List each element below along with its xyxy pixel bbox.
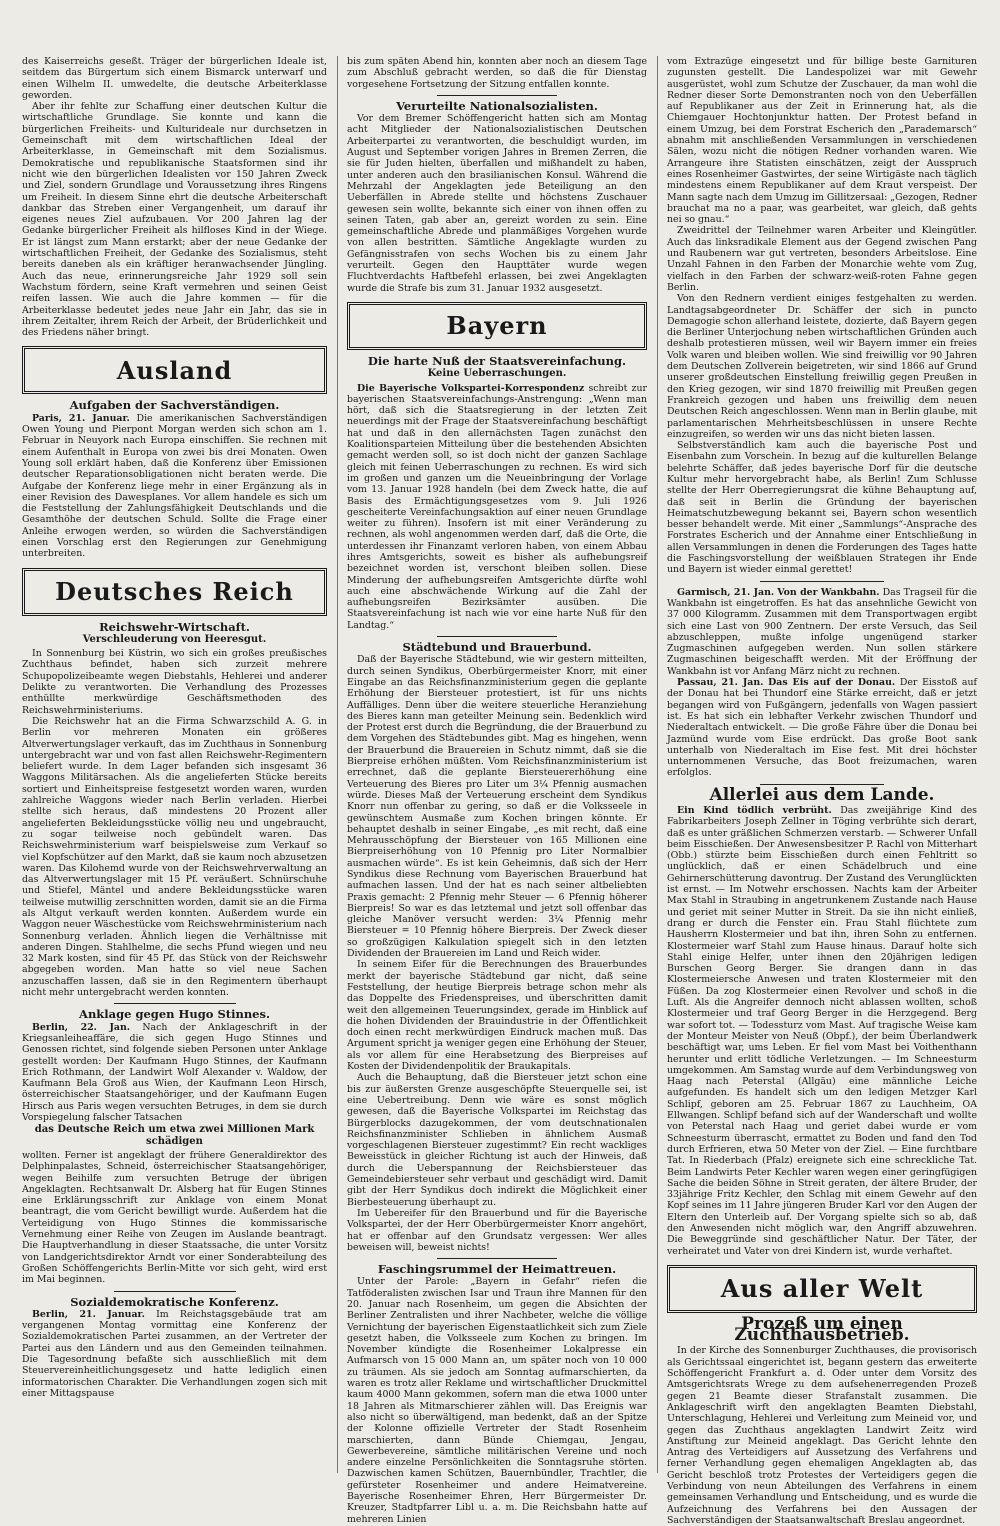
column-1 — [22, 56, 327, 1473]
section-header-deutsches-reich: Deutsches Reich — [22, 568, 327, 616]
article-headline: Sozialdemokratische Konferenz. — [70, 1294, 279, 1309]
article-headline: Städtebund und Brauerbund. — [402, 640, 592, 655]
article-headline: Reichswehr-Wirtschaft. — [99, 619, 250, 634]
section-header-aus-aller-welt: Aus aller Welt — [667, 1265, 977, 1313]
article-headline: Faschingsrummel der Heimattreuen. — [377, 1262, 617, 1277]
article-paragraph: Die Reichswehr hat an die Firma Schwarzschild A. G. in Berlin vor mehreren Monaten ein größeres Altverwertungslager verkauft, das im Zuchthaus in Sonnenburg untergebracht war und von fast allen Reichswehr-Regimentern beliefert wurde. In dem Lager befanden sich insgesamt 36 Waggons Militärsachen. Als die angelieferten Stücke bereits sortiert und Einheitspreise festgesetzt worden waren, wurden zahlreiche Waggons wieder nach Berlin verladen. Hierbei stellte sich heraus, daß mindestens 20 Prozent aller angelieferten Bekleidungsstücke völlig neu und ungebraucht, zu sogar teilweise noch gebündelt waren. Das Reichswehrministerium warf beispielsweise zum Verkauf so viel Kopfschützer auf den Markt, daß sie kaum noch abzusetzen waren. Das Kilohemd wurde von der Reichswehrverwaltung an das Altverwertungslager mit 15 Pf. veräußert. Schnürschuhe und Stiefel, Mäntel und andere Bekleidungsstücke waren teilweise mutwillig zerschnitten worden, damit sie an die Firma als Altgut verkauft werden konnten. Außerdem wurde ein Waggon neuer Wäschestücke vom Reichswehrministerium nach Sonnenburg verladen. Ähnlich liegen die Verhältnisse mit anderen Dingen. Stahlhelme, die sechs Pfund wiegen und neu 32 Mark kosten, sind für 45 Pf. das Stück von der Reichswehr abgegeben worden. Man hatte so viel neue Sachen anzuschaffen lassen, daß sie in den Regimentern überhaupt nicht mehr untergebracht werden konnten. — [22, 715, 327, 999]
section-header-ausland: Ausland — [22, 346, 327, 394]
article-body: Der Eisstoß auf der Donau hat bei Thundorf eine Stärke erreicht, daß er jetzt begangen wird von Fußgängern, jedenfalls von Wagen passiert ist. Es hat sich ein lebhafter Verkehr zwischen Thundorf und Niederaltach entwickelt. — Die große Fähre über die Donau bei Jazmünd wurde vom Eise erdrückt. Das große Boot sank unterhalb von Niederaltach im Eise fest. Mit drei höchster unternommenen Versuche, das Boot freizumachen, waren erfolglos. — [667, 677, 978, 779]
article-paragraph: Selbstverständlich kam auch die bayerische Post und Eisenbahn zum Vorschein. In bezug auf die kulturellen Belange belehrte Schäffer, daß jedes bayerische Dorf für die deutsche Kultur mehr hervorgebracht habe, als Berlin! Zum Schlusse stellte der Herr Oberregierungsrat die kühne Behauptung auf, daß seit in Berlin die Gründung der bayerischen Heimatschutzbewegung bekannt sei, Bayern schon wesentlich besser behandelt werde. Mit einer „Sammlungs“-Ansprache des Forstrates Escherich und der Annahme einer Entschließung in allen Versammlungen in denen die Forderungen des Tages hatte die Faschingsvorstellung der weißblauen Strategen ihr Ende und Bayern ist wieder einmal gerettet! — [667, 440, 977, 576]
dateline: Berlin, 22. Jan. — [32, 1021, 131, 1033]
article-paragraph: Daß der Bayerische Städtebund, wie wir gestern mitteilten, durch seinen Syndikus, Oberbürgermeister Knorr, mit einer Eingabe an das Reichsfinanzministerium gegen die geplante Erhöhung der Biersteuer protestiert, ist für uns nichts Auffälliges. Denn über die weitere steuerliche Heranziehung des Bieres kann man geteilter Meinung sein. Bedenklich wird der Protest erst durch die Begründung, die der Brauerbund zu dem Vorgehen des Städtebundes gibt. Mag es hingehen, wenn der Brauerbund die Brauereien in Schutz nimmt, daß sie die Bierpreise erhöhen müßten. Vom Reichsfinanzministerium ist errechnet, daß die geplante Biersteuererhöhung eine Verteuerung des Bieres pro Liter um 3¼ Pfennig ausmachen würde. Dieses Maß der Verteuerung erscheint dem Syndikus Knorr nun offenbar zu gering, so daß er die Volksseele in gewünschtem Ausmaße zum Kochen bringen könnte. Er behauptet deshalb in seiner Eingabe, „es mit recht, daß eine Mehrausschöpfung der Biersteuer von 165 Millionen eine Bierpreiserhöhung von 10 Pfennig pro Liter Normalbier ausmachen würde“. Es ist kein Geheimnis, daß sich der Herr Syndikus diese Rechnung vom Bayerischen Brauerbund hat aufmachen lassen. Und der hat es nach seiner altbeliebten Praxis gemacht: 2 Pfennig mehr Steuer — 6 Pfennig höherer Bierpreis! So war es das letztemal und jetzt soll offenbar das gleiche Manöver versucht werden: 3¼ Pfennig mehr Biersteuer = 10 Pfennig höhere Bierpreis. Der Zweck dieser so großzügigen Kalkulation spiegelt sich in den letzten Dividenden der Brauereien im Land und Reich wider. — [347, 654, 647, 960]
article-paragraph: wollten. Ferner ist angeklagt der frühere Generaldirektor des Delphinpalastes, Schneid, österreichischer Staatsangehöriger, wegen Beihilfe zum versuchten Betruge der übrigen Angeklagten. Rechtsanwalt Dr. Alsberg hat für Eugen Stinnes eine Erklärungsschrift zur Anklage von einem Monat beantragt, die vom Gericht bewilligt wurde. Außerdem hat die Verteidigung von Hugo Stinnes die kommissarische Vernehmung einer Reihe von Zeugen im Auslande beantragt. Die Hauptverhandlung in dieser Staatssache, die unter Vorsitz von Landgerichtsdirektor Arndt vor einer Sonderabteilung des Großen Schöffengerichts Berlin-Mitte vor sich geht, wird erst im Mai beginnen. — [22, 1149, 327, 1286]
article-body: Das zweijährige Kind des Fabrikarbeiters Joseph Zellner in Töging verbrühte sich derart, daß es unter gräßlichen Schmerzen verstarb. — Schwerer Unfall beim Eisschießen. Der Anwesensbesitzer P. Rachl von Mitterhart (Obb.) stürzte beim Eisschießen durch einen Fehltritt so unglücklich, daß er einen Schädelbruch und eine Gehirnerschütterung davontrug. Der Zustand des Verunglückten ist ernst. — Im Notwehr erschossen. Nachts kam der Arbeiter Max Stahl in Straubing in angetrunkenem Zustande nach Hause und geriet mit seiner Mutter in Streit. Da sie ihn nicht einließ, drang er durch die Fenster ein. Frau Stahl flüchtete zum Hausherrn Klostermeier und bat ihn, ihren Sohn zu entfernen. Klostermeier warf Stahl zum Hause hinaus. Darauf holte sich Stahl einige Helfer, unter ihnen den 20jährigen ledigen Burschen Georg Berger. Sie drangen dann in das Klostermeiersche Anwesen und traten Klostermeier mit den Füßen. Da zog Klostermeier einen Revolver und schoß in die Luft. Als die Angreifer dennoch nicht ablassen wollten, schoß Klostermeier und traf Georg Berger in die Herzgegend. Berg war sofort tot. — Todessturz vom Mast. Auf tragische Weise kam der Monteur Meister von Neuß (Obpf.), der beim Überlandwerk beschäftigt war, ums Leben. Er fiel vom Mast bei Voithenthann herunter und erlitt tödliche Verletzungen. — Im Schneesturm umgekommen. Am Samstag wurde auf dem Verbindungsweg von Haag nach Peterstal (Allgäu) eine männliche Leiche aufgefunden. Es handelt sich um den ledigen Metzger Karl Schlipf, geboren am 25. Februar 1867 zu Lauchheim, OA Ellwangen. Schlipf befand sich auf der Wanderschaft und wollte von Peterstal nach Haag und geriet dabei wurde er vom Schneesturm überrascht, ermattet zu Boden und fand den Tod durch Erfrieren, etwa 50 Meter von der Ziel. — Eine furchtbare Tat. In Riederbach (Pfalz) ereignete sich eine schreckliche Tat. Beim Landwirts Peter Kechler waren wegen einer geringfügigen Sache die beiden Söhne in Streit geraten, der ältere Bruder, der 33jährige Fritz Kechler, den Schlag mit einem Gewehr auf den Kopf seines im 11 Jahre jüngeren Bruder Karl vor den Augen der Eltern den Unterleib auf. Der Vorgang spielte sich so ab, daß den Anwesenden nicht möglich war, den Angriff abzuwehren. Die Beweggründe sind geschäftlicher Natur. Der Täter, der verheiratet und Vater von drei Kindern ist, wurde verhaftet. — [667, 805, 977, 1257]
article-headline: Anklage gegen Hugo Stinnes. — [79, 1007, 270, 1022]
article-paragraph: Aber ihr fehlte zur Schaffung einer deutschen Kultur die wirtschaftliche Grundlage. Sie konnte und kann die bürgerlichen Freiheits- und Kulturideale nur durchsetzen in Gemeinschaft mit dem wirtschaftlichen Ideal der Arbeiterklasse, in Gemeinschaft mit dem Sozialismus. Demokratische und republikanische Staatsformen sind ihr nicht wie den bürgerlichen Idealisten vor 150 Jahren Zweck und Ziel, sondern Grundlage und Voraussetzung ihres Ringens um Freiheit. In diesem Sinne ehrt die deutsche Arbeiterschaft dankbar das Streben einer Vergangenheit, um darauf ihr eigenes neues Ziel aufzubauen. Vor 200 Jahren lag der Gedanke bürgerlicher Freiheit als hilfloses Kind in der Wiege. Er ist längst zum Mann erstarkt; aber der neue Gedanke der wirtschaftlichen Freiheit, der Gedanke des Sozialismus, steht bereits daneben als ein kräftiger heranwachsender Jüngling. Auch das neue, erinnerungsreiche Jahr 1929 soll sein Wachstum fördern, seine Kraft vermehren und seinen Geist reifen lassen. Wie auch die Jahre kommen — für die Arbeiterklasse bedeutet jedes neue Jahr ein Jahr, das sie in ihrem Zeitalter, ihrem Reich der Arbeit, der Brüderlichkeit und des Friedens näher bringt. — [22, 101, 327, 339]
article-subheadline: Verschleuderung von Heeresgut. — [82, 633, 267, 645]
divider — [114, 1291, 236, 1292]
source-lead: Die Bayerische Volkspartei-Korrespondenz — [357, 382, 585, 394]
article-body: Im Reichstagsgebäude trat am vergangenen Montag vormittag eine Konferenz der Sozialdemokratischen Partei zusammen, an der Vertreter der Partei aus den Ländern und aus den Gemeinden teilnahmen. Die Tagesordnung befaßte sich ausschließlich mit dem Steuervereinheitlichungsgesetz und hatte lediglich einen informatorischen Charakter. Die Verhandlungen zogen sich mit einer Mittagspause — [22, 1308, 327, 1399]
brief-headline: Ein Kind tödlich verbrüht. — [677, 805, 832, 816]
article-paragraph: Im Uebereifer für den Brauerbund und für die Bayerische Volkspartei, der der Herr Oberbürgermeister Knorr angehört, hat er offenbar auf den Grundsatz vergessen: Wer alles beweisen will, beweist nichts! — [347, 1207, 647, 1253]
article-headline: Prozeß um einen Zuchthausbetrieb. — [734, 1313, 910, 1346]
article-continuation: des Kaiserreichs geseßt. Träger der bürgerlichen Ideale ist, seitdem das Bürgertum sich einem Bismarck unterwarf und einen Wilhelm II. umwedelte, die deutsche Arbeiterklasse geworden. — [22, 56, 327, 101]
divider — [114, 1003, 236, 1004]
article-paragraph: Auch die Behauptung, daß die Biersteuer jetzt schon eine bis zur äußersten Grenze ausgeschöpfte Steuerquelle sei, ist eine Uebertreibung. Denn wie wäre es sonst möglich gewesen, daß die Bayerische Volkspartei im Reichstag das Bürgerblocks dazugekommen, der vom deutschnationalen Reichsfinanzminister Schlieben in ähnlichem Ausmaß vorgeschlagenen Biersteuer zugestimmt? Ein recht wackliges Beweisstück in gleicher Richtung ist auch der Hinweis, daß durch die Ueberspannung der Reichsbiersteuer das Gemeindebiersteuer sehr verbaut und geschädigt wird. Damit gibt der Herr Syndikus doch indirekt die Möglichkeit einer Bierbesteuerung überhaupt zu. — [347, 1072, 647, 1208]
article-headline: Verurteilte Nationalsozialisten. — [396, 98, 598, 113]
divider — [760, 581, 884, 582]
article-paragraph: Von den Rednern verdient einiges festgehalten zu werden. Landtagsabgeordneter Dr. Schäffer der sich in puncto Demagogie schon allerhand leistete, dozierte, daß Bayern gegen die Berliner Unterjochung neben wirtschaftlichen Gründen auch deshalb protestieren müssen, weil wir Bayern immer ein freies Volk waren und bleiben wollen. Wie sind freiwillig vor 90 Jahren dem Deutschen Zollverein beigetreten, wir sind 1866 auf Grund unserer großdeutschen Einstellung freiwillig gegen Preußen in den Krieg gezogen, wir sind 1870 freiwillig mit Preußen gegen Frankreich gezogen und haben uns freiwillig dem neuen Deutschen Reich angeschlossen. Wenn man in Berlin glaube, mit parlamentarischen Mehrheitsbeschlüssen in unsere Rechte einzugreifen, so werden wir uns das nicht bieten lassen. — [667, 293, 977, 440]
column-2 — [337, 56, 647, 1525]
article-headline: Aufgaben der Sachverständigen. — [69, 398, 280, 413]
brief-headline: Von der Wankbahn. — [777, 586, 880, 598]
article-body: Die amerikanischen Sachverständigen Owen Young und Pierpont Morgan werden sich schon am 1. Februar in Neuyork nach Europa einschiffen. Sie rechnen mit einem Aufenthalt in Europa von zwei bis drei Monaten. Owen Young soll erklärt haben, daß die Konferenz über Emissionen deutscher Reparationsobligationen nicht beraten werde. Die Aufgabe der Konferenz liege mehr in einer Ergänzung als in einer Revision des Dawesplanes. Vor allem handele es sich um die Feststellung der Zahlungsfähigkeit Deutschlands und die Gesamthöhe der deutschen Schuld. Sollte die Frage einer Anleihe erwogen werden, so würden die Sachverständigen einen Vorschlag erst den Regierungen zur Genehmigung unterbreiten. — [22, 412, 327, 560]
divider — [437, 1258, 557, 1259]
brief-headline: Das Eis auf der Donau. — [768, 677, 896, 689]
article-continuation: bis zum späten Abend hin, konnten aber noch an diesem Tage zum Abschluß gebracht werden, so daß die für Dienstag vorgesehene Fortsetzung der Sitzung entfallen konnte. — [347, 56, 647, 90]
dateline: Garmisch, 21. Jan. — [677, 586, 775, 598]
article-body: Nach der Anklageschrift in der Kriegsanleiheaffäre, die sich gegen Hugo Stinnes und Genossen richtet, sind folgende sieben Personen unter Anklage gestellt worden: Der Kaufmann Hugo Stinnes, der Kaufmann Erich Rothmann, der Landwirt Wolf Alexander v. Waldow, der Kaufmann Bela Groß aus Wien, der Kaufmann Leon Hirsch, österreichischer Staatsangehöriger, und der Kaufmann Eugen Hirsch aus Paris wegen versuchten Betruges, in dem sie durch Vorspiegelung falscher Tatsachen — [22, 1021, 327, 1124]
article-subheadline: Keine Ueberraschungen. — [427, 368, 567, 380]
column-3 — [657, 56, 978, 1526]
dateline: Passau, 21. Jan. — [677, 677, 764, 689]
article-paragraph: Zweidrittel der Teilnehmer waren Arbeiter und Kleingütler. Auch das linksradikale Element aus der Gegend zwischen Pang und Raubenern war gut vertreten, besonders Arbeitslose. Eine Unzahl Fahnen in den Farben der Monarchie wehte vom Zug, vielfach in den Farben der schwarz-weiß-roten Fahne gegen Berlin. — [667, 225, 977, 293]
article-continuation: vom Extrazüge eingesetzt und für billige beste Garnituren zugunsten gestellt. Die Landespolizei war mit Gewehr ausgerüstet, wohl zum Schutze der Zuschauer, da man wohl die Redner dieser Sorte Demonstranten noch von den Ueberfällen auf Republikaner aus der Zeit in Erinnerung hat, als die Chiemgauer Hochtonjunktur hatten. Der Protest befand in einem Umzug, bei dem Forstrat Escherich den „Parademarsch“ abnahm mit anschließenden Versammlungen in verschiedenen Sälen, wozu nicht die nötigen Redner vorhanden waren. Wie Arrangeure ihre Statisten einschätzen, zeigt der Ausspruch eines Rosenheimer Gastwirtes, der seine Wirtigäste nach täglich mindestens einem Republikaner auf dem Kraut verspeist. Der Mann sagte nach dem Umzug im Gillitzersaal: „Gezogen, Redner brauchat ma no a paar, was gearbeitet, war gleich, daß gehts nei so gnau.“ — [667, 56, 977, 226]
section-title-allerlei: Allerlei aus dem Lande. — [709, 784, 935, 805]
dateline: Paris, 21. Januar. — [32, 412, 130, 424]
article-body: schreibt zur bayerischen Staatsvereinfachungs-Anstrengung: „Wenn man hört, daß sich die Staatsregierung in der letzten Zeit neuerdings mit der Frage der Staatsvereinfachung beschäftigt hat und daß in den allernächsten Tagen zunächst den Koalitionsparteien Mitteilung über die bestehenden Absichten gemacht werden soll, so ist doch nicht der ganzen Sachlage gleich mit feinen Ueberraschungen zu rechnen. Es wird sich im großen und ganzen um die Neueinbringung der Vorlage vom 13. Januar 1928 handeln (bei dem Zweck hatte, die auf Basis des Ermächtigungsgesetzes vom 9. Juli 1926 gescheiterte Vereinfachungsaktion auf einer neuen Grundlage weiter zu führen). Insofern ist mit einer Veränderung zu rechnen, als wohl angenommen werden darf, daß die Orte, die unterdessen ihr Finanzamt verloren haben, von einem Abbau ihres Amtsgerichts, soweit es bisher als aufhebungsreif bezeichnet worden ist, verschont bleiben sollen. Diese Minderung der aufhebungsreifen Amtsgerichte dürfte wohl auch eine abschwächende Wirkung auf die Zahl der aufhebungsreifen Bezirksämter ausüben. Die Staatsvereinfachung ist nach wie vor eine harte Nuß für den Landtag.“ — [347, 382, 647, 631]
article-paragraph: Vor dem Bremer Schöffengericht hatten sich am Montag acht Mitglieder der Nationalsozialistischen Deutschen Arbeiterpartei zu verantworten, die beschuldigt wurden, im August und September vorigen Jahres in Bremen Zerren, die sie für Juden hielten, überfallen und mißhandelt zu haben, unter anderen auch den brasilianischen Konsul. Während die Mehrzahl der Angeklagten jede Beteiligung an den Ueberfällen in Abrede stellte und höchstens Zuschauer gewesen sein wollte, bekannte sich einer von ihnen offen zu seinen Taten, gab aber an, gereizt worden zu sein. Eine gemeinschaftliche Abrede und planmäßiges Vorgehen wurde von allen bestritten. Sämtliche Angeklagte wurden zu Gefängnisstrafen von sechs Wochen bis zu einem Jahr verurteilt. Gegen den Haupttäter wurde wegen Fluchtverdachts Haftbefehl erlassen, bei zwei Angeklagten wurde die Strafe bis zum 31. Januar 1932 ausgesetzt. — [347, 113, 647, 294]
article-headline: Die harte Nuß der Staatsvereinfachung. — [367, 353, 627, 368]
article-subheadline: das Deutsche Reich um etwa zwei Millionen Mark schädigen — [34, 1124, 315, 1147]
article-body: Das Tragseil für die Wankbahn ist eingetroffen. Es hat das ansehnliche Gewicht von 37 000 Kilogramm. Zusammen mit dem Transportwagen ergibt sich eine Last von 900 Zentnern. Der erste Versuch, das Seil abzuschleppen, mußte infolge ungenügend starker Zugmaschinen aufgegeben werden. Nun sollen stärkere Zugmaschinen beigeschafft werden. Mit der Eröffnung der Wankbahn ist vor Anfang März nicht zu rechnen. — [667, 586, 978, 677]
article-paragraph: In seinem Eifer für die Berechnungen des Brauerbundes merkt der bayerische Städtebund gar nicht, daß seine Feststellung, der heutige Bierpreis betrage schon mehr als das Doppelte des Friedenspreises, und überschritten damit weit den allgemeinen Teuerungsindex, gerade im Hinblick auf die hohen Dividenden der Brauindustrie in der Öffentlichkeit doch einen recht merkwürdigen Eindruck machen muß. Das Argument spricht ja weniger gegen eine Erhöhung der Steuer, als vor allem für eine Herabsetzung des Bierpreises auf Kosten der Dividendenpolitik der Braukapitals. — [347, 959, 647, 1073]
article-paragraph: In Sonnenburg bei Küstrin, wo sich ein großes preußisches Zuchthaus befindet, haben sich zurzeit mehrere Schupopolizeibeamte wegen Diebstahls, Hehlerei und anderer Delikte zu verantworten. Die Verhandlung des Prozesses enthüllte merkwürdige Geschäftsmethoden des Reichswehrministeriums. — [22, 648, 327, 716]
divider — [437, 95, 557, 96]
divider — [437, 636, 557, 637]
article-paragraph: Unter der Parole: „Bayern in Gefahr“ riefen die Tatföderalisten zwischen Isar und Traun ihre Mannen für den 20. Januar nach Rosenheim, um gegen die Absichten der Berliner Zentralisten und ihrer Nachbeter, welche die völlige Vernichtung der bayerischen Eigenstaatlichkeit sich zum Ziele gesetzt haben, die Volksseele zum Kochen zu bringen. Im November kündigte die Rosenheimer Lokalpresse ein Aufmarsch von 15 000 Mann an, um später noch von 10 000 zu träumen. Als sie jedoch am Sonntag aufmarschierten, da waren es trotz aller Reklame und wirtschaftlicher Druckmittel kaum 4000 Mann gekommen, sofern man die etwa 1000 unter 18 Jahren als Mitmarschierer zählen will. Das Ereignis war also nicht so überwältigend, man bedenkt, daß an der Spitze der Kolonne offizielle Vertreter der Stadt Rosenheim marschierten, dann Bünde Chiemgau, Jengau, Gewerbevereine, sämtliche militärischen Vereine und noch andere einzelne Persönlichkeiten die Sonntagsruhe störten. Dazwischen kamen Schützen, Bauernbündler, Trachtler, die gefürsteter Rosenheimer und andere Heimatvereine. Bayerische Rosenheimer Ehren, Herr Bürgermeister Dr. Kreuzer, Stadtpfarrer Libl u. a. m. Die Reichsbahn hatte auf mehreren Linien — [347, 1276, 647, 1525]
dateline: Berlin, 21. Januar. — [32, 1308, 145, 1320]
section-header-bayern: Bayern — [347, 302, 647, 350]
article-paragraph: In der Kirche des Sonnenburger Zuchthauses, die provisorisch als Gerichtssaal eingerichtet ist, begann gestern das erweiterte Schöffengericht Frankfurt a. d. Oder unter dem Vorsitz des Amtsgerichtsrats Wrege zu dem aufsehenerregenden Prozeß gegen 21 Beamte dieser Strafanstalt zusammen. Die Anklageschrift wirft den angeklagten Beamten Diebstahl, Unterschlagung, Hehlerei und Verleitung zum Meineid vor, und gegen das Zuchthaus angeklagten Landwirt Zeitz wird Anstiftung zur Meineid angeklagt. Das Gericht lehnte den Antrag des Verteidigers auf Aussetzung des Verfahrens und ferner Verhandlung gegen ehemaligen Angeklagten ab, das Gericht beschloß trotz Protestes der Verteidigers gegen die Verbindung von neun Abteilungen des Verfahrens in einem gemeinsamen Verhandlung und Entscheidung, und es wurde die Aufzeichnung des Verfahrens bei den Aussagen der Sachverständigen der Staatsanwaltschaft Breslau angeordnet. — [667, 1345, 977, 1526]
